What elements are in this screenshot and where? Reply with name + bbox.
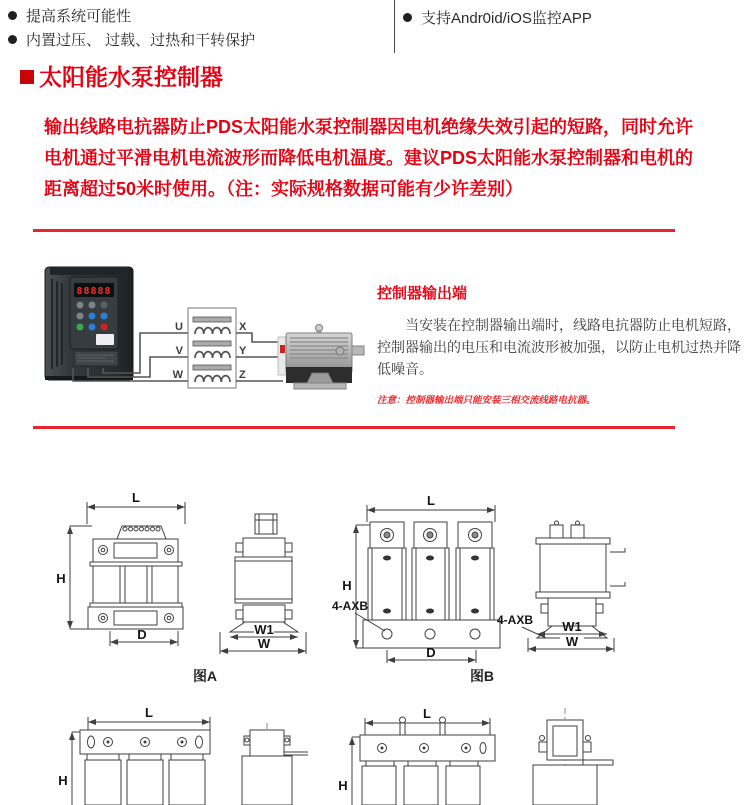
fig-b-front-view (332, 493, 500, 663)
wire-label-u: U (175, 321, 183, 333)
fig-a-side-view (220, 514, 306, 654)
feature-text: 支持Andr0id/iOS监控APP (421, 10, 592, 27)
feature-item (8, 5, 131, 26)
dim-label-D: D (426, 645, 436, 660)
dim-label-W1: W1 (562, 619, 582, 634)
feature-text: 提高系统可能性 (26, 8, 132, 25)
callout-note: 注意：控制器输出端只能安装三相交流线路电抗器。 (377, 395, 596, 406)
figure-rule-top (33, 229, 675, 232)
square-bullet-icon (20, 70, 34, 84)
intro-line: 电机通过平滑电机电流波形而降低电机温度。建议PDS太阳能水泵控制器和电机的 (44, 148, 694, 168)
callout-body-line: 当安装在控制器输出端时，线路电抗器防止电机短路， (405, 317, 741, 333)
dim-label-H: H (338, 778, 348, 793)
hole-callout-label: 4-AXB (496, 613, 533, 627)
fig-a-front-view (56, 490, 185, 646)
bullet-icon (8, 35, 17, 44)
wire-label-z: Z (239, 369, 246, 381)
intro-line: 输出线路电抗器防止PDS太阳能水泵控制器因电机绝缘失效引起的短路，同时允许 (44, 117, 694, 137)
column-divider (394, 0, 395, 53)
dim-label-D: D (137, 627, 147, 642)
fig-d-front-view (338, 706, 495, 805)
fig-d-side-view (533, 708, 613, 805)
dimension-drawings (30, 480, 730, 805)
dim-label-W: W (257, 636, 271, 651)
dim-label-W1: W1 (254, 622, 274, 637)
fig-c-side-view (242, 723, 308, 805)
intro-paragraph (44, 112, 734, 205)
motor-image (278, 325, 364, 390)
fig-b-label: 图B (469, 668, 495, 684)
dim-label-L: L (427, 493, 435, 508)
wire-label-v: V (175, 345, 183, 357)
wire-label-y: Y (239, 345, 247, 357)
wiring-diagram (40, 245, 375, 415)
callout-body (377, 314, 741, 380)
callout-body-line: 控制器输出的电压和电流波形被加强，以防止电机过热并降 (377, 339, 741, 355)
fig-b-side-view (497, 521, 625, 652)
figure-rule-bottom (33, 426, 675, 429)
callout-title: 控制器输出端 (377, 285, 468, 302)
dim-label-H: H (56, 571, 66, 586)
dim-label-L: L (132, 490, 140, 505)
callout (377, 282, 741, 406)
dim-label-L: L (423, 706, 431, 721)
fig-c-front-view (58, 705, 210, 805)
reactor-box (188, 308, 236, 388)
dim-label-W: W (565, 634, 579, 649)
intro-line: 距离超过50米时使用。（注：实际规格数据可能有少许差别） (44, 179, 524, 199)
fig-a-label: 图A (192, 668, 218, 684)
bullet-icon (8, 11, 17, 20)
feature-item (8, 29, 255, 50)
dim-label-H: H (58, 773, 68, 788)
section-title: 太阳能水泵控制器 (39, 64, 223, 90)
inverter-image (45, 267, 133, 380)
feature-item (403, 7, 592, 28)
dim-label-H: H (342, 578, 352, 593)
callout-body-line: 低噪音。 (377, 361, 433, 377)
wire-label-x: X (239, 321, 247, 333)
feature-text: 内置过压、 过载、过热和干转保护 (26, 32, 256, 49)
bullet-icon (403, 13, 412, 22)
dim-label-L: L (145, 705, 153, 720)
inverter-display: 88888 (76, 286, 112, 297)
hole-callout-label: 4-AXB (331, 599, 368, 613)
wire-label-w: W (172, 369, 183, 381)
